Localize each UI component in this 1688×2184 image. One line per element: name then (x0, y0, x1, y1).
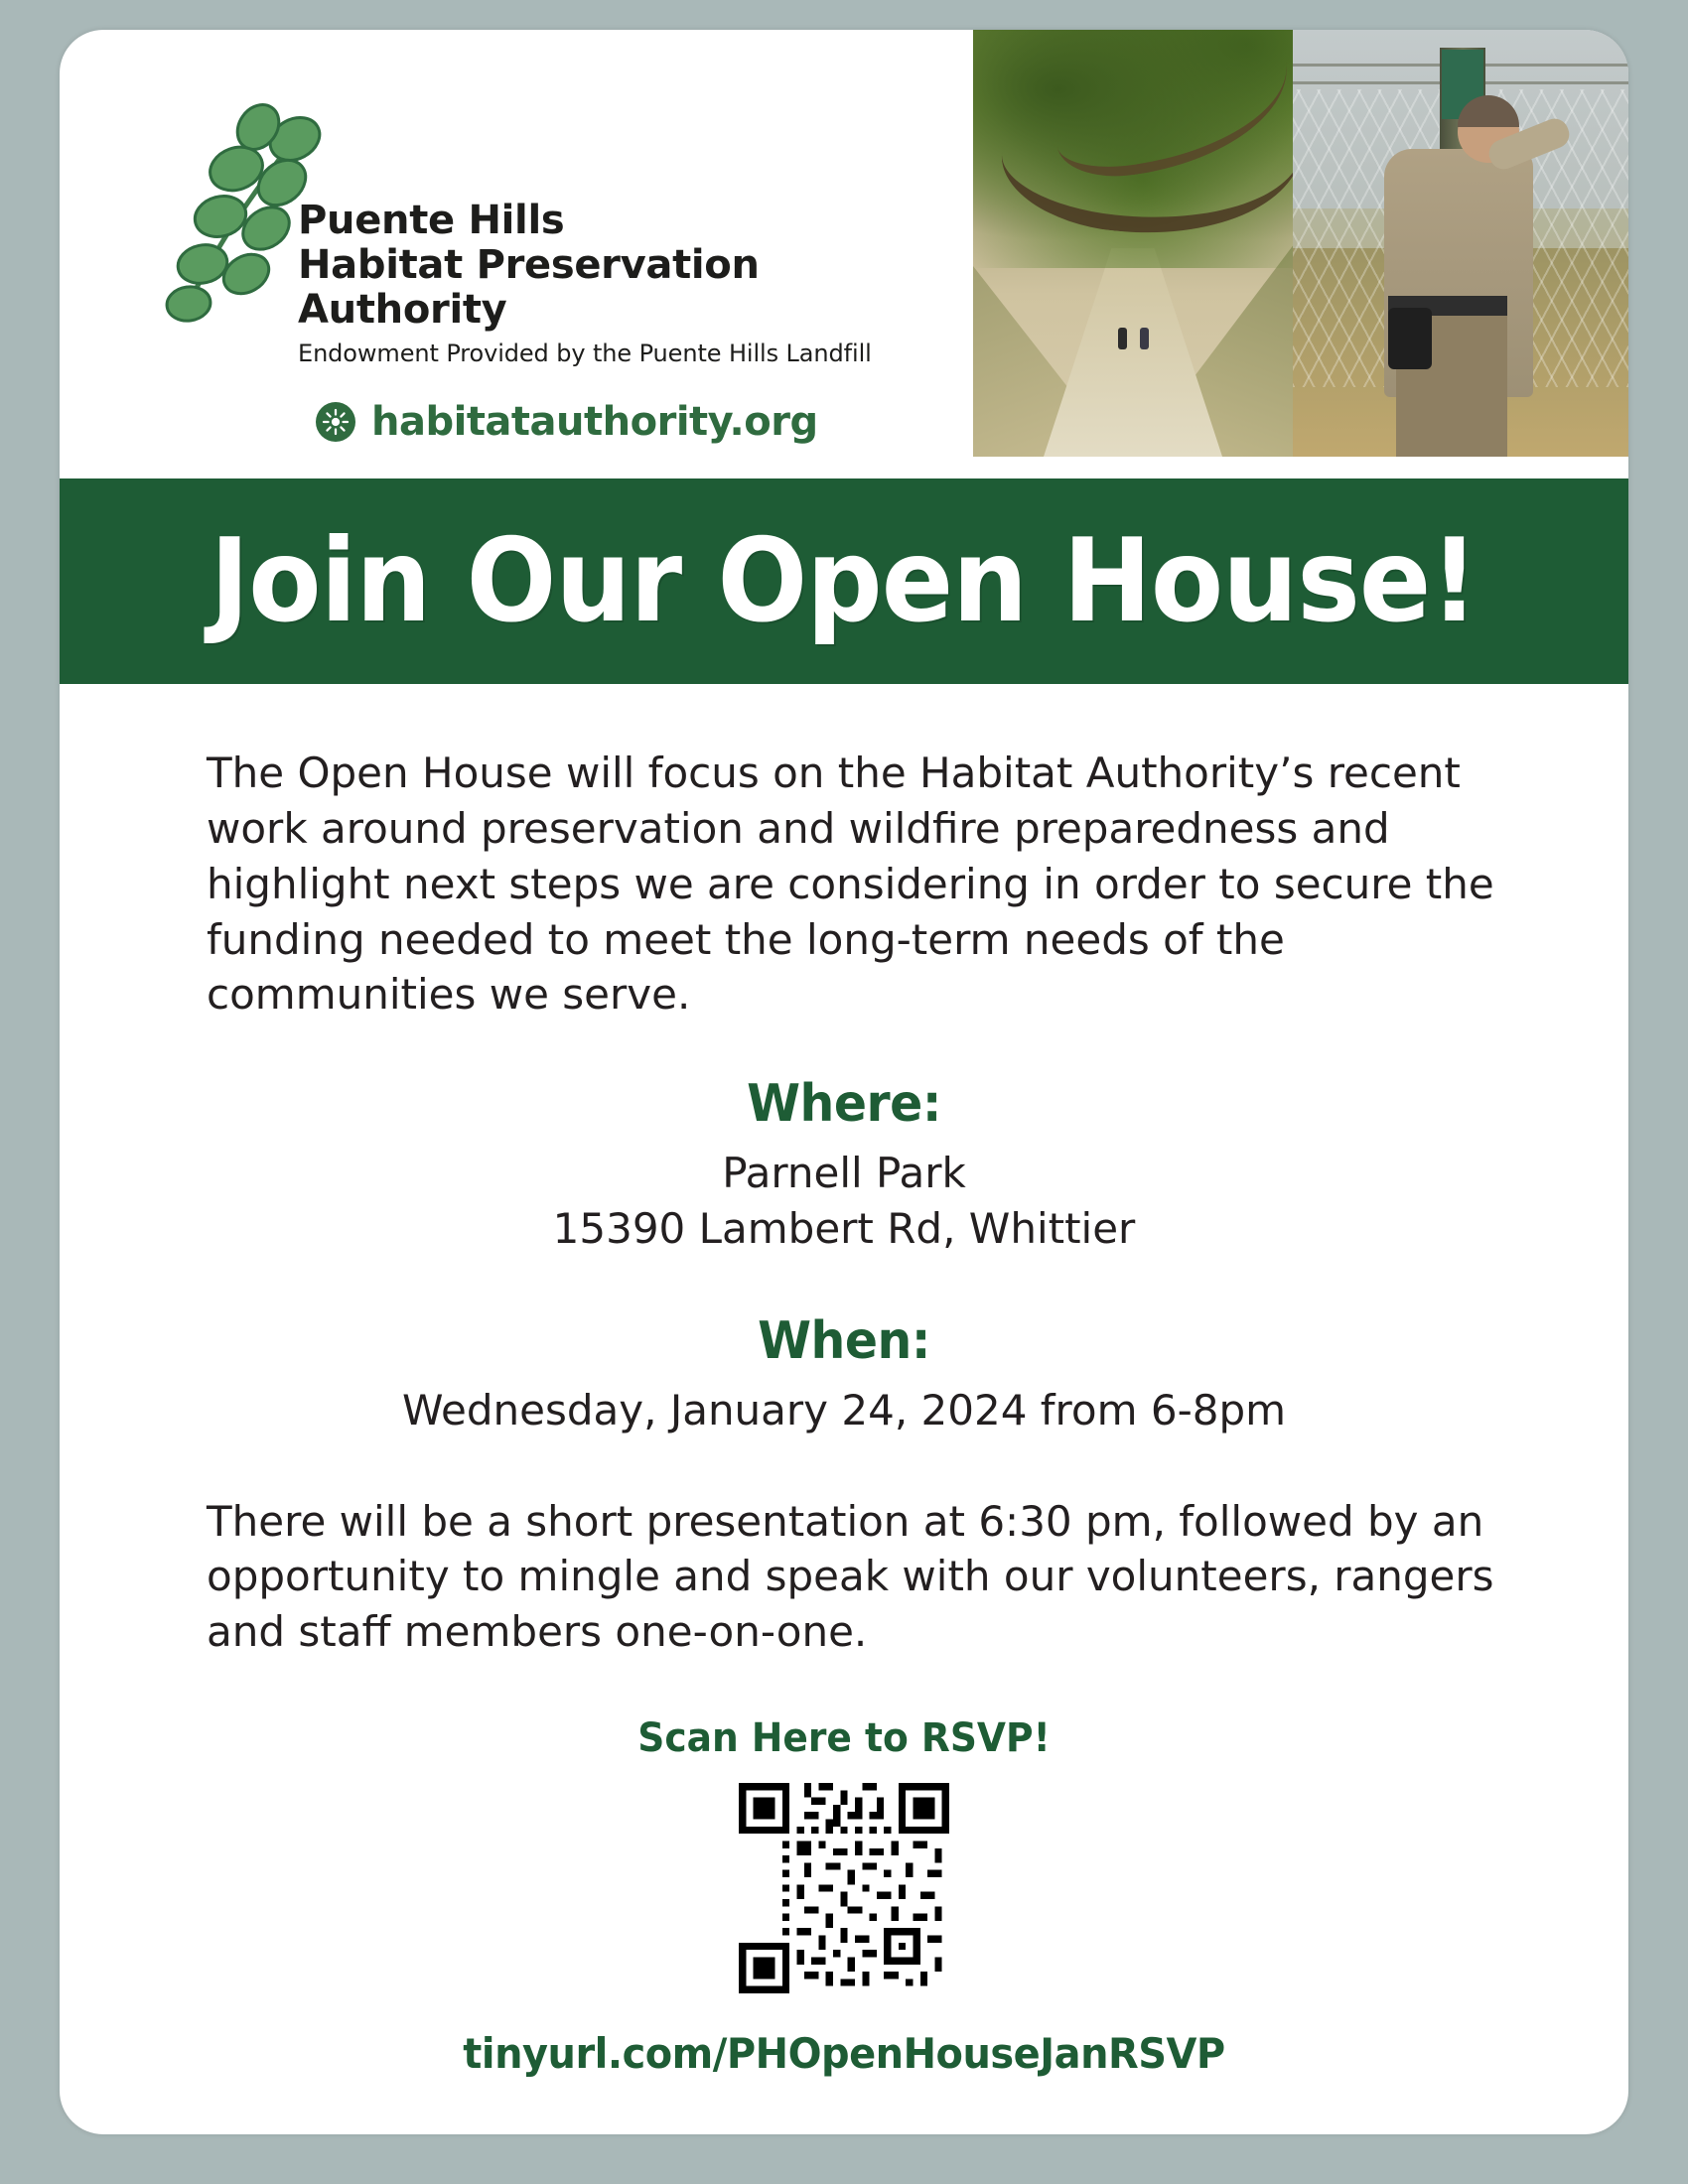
header-photos (973, 30, 1628, 457)
when-datetime: Wednesday, January 24, 2024 from 6-8pm (401, 1386, 1287, 1435)
org-name-line2: Habitat Preservation Authority (298, 241, 760, 333)
banner (60, 478, 1628, 684)
rsvp-qr-code[interactable] (739, 1783, 949, 1993)
organization-name (298, 199, 953, 367)
qr-wrapper (60, 1783, 1628, 1993)
where-address: 15390 Lambert Rd, Whittier (552, 1203, 1136, 1253)
rsvp-heading: Scan Here to RSVP! (637, 1715, 1051, 1762)
where-venue: Parnell Park (722, 1149, 966, 1198)
intro-paragraph: The Open House will focus on the Habitat Authority’s recent work around preservation and wildfire preparedness and highlight next steps we are considering in order to secure the funding needed to meet the long-term needs of the communities we serve. (207, 749, 1494, 1020)
presentation-paragraph: There will be a short presentation at 6:30 pm, followed by an opportunity to mingle and speak with our volunteers, rangers and staff members one-on-one. (207, 1496, 1494, 1657)
header (60, 30, 1628, 478)
where-label: Where: (747, 1074, 941, 1135)
website-row[interactable] (316, 399, 818, 445)
flyer-content (60, 684, 1628, 2078)
org-tagline: Endowment Provided by the Puente Hills Landfill (298, 340, 872, 368)
org-name-line1: Puente Hills (298, 198, 565, 243)
when-label: When: (758, 1311, 930, 1372)
flyer-page (60, 30, 1628, 2134)
ranger-photo (1293, 30, 1628, 457)
trail-photo (973, 30, 1293, 457)
when-section (60, 1311, 1628, 1437)
globe-icon (316, 402, 355, 442)
page-title: Join Our Open House! (210, 514, 1478, 648)
where-section (60, 1074, 1628, 1256)
website-url[interactable]: habitatauthority.org (371, 399, 818, 445)
rsvp-url[interactable]: tinyurl.com/PHOpenHouseJanRSVP (463, 2029, 1225, 2079)
